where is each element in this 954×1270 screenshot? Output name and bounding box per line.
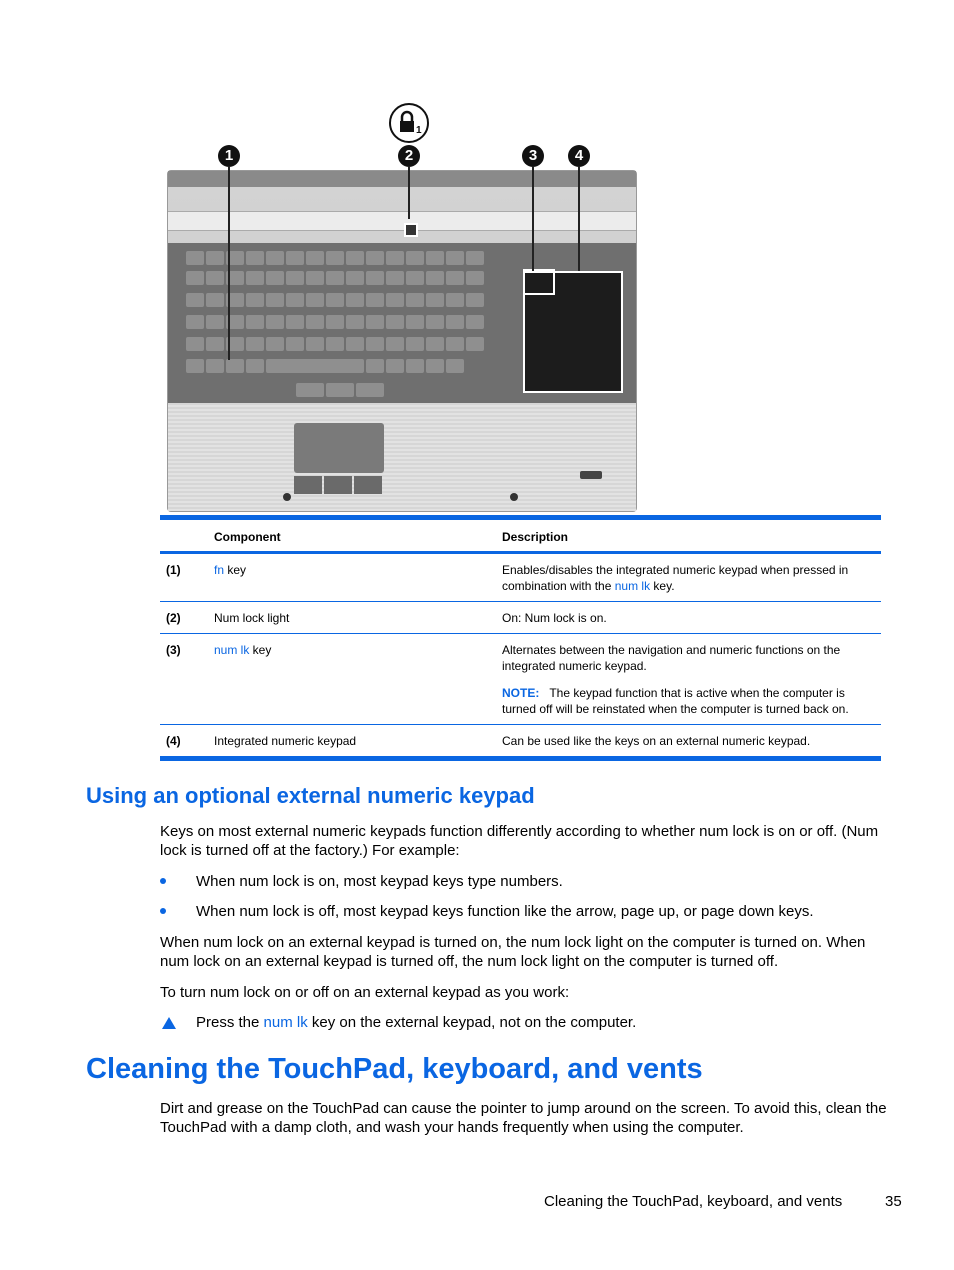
laptop-base bbox=[167, 170, 637, 512]
header-component: Component bbox=[208, 518, 496, 553]
row-number: (3) bbox=[160, 634, 208, 725]
row-description bbox=[496, 634, 881, 725]
intro-paragraph: Keys on most external numeric keypads function differently according to whether num lock is on or off. (Num lock is turned off at the factory.) For example: bbox=[160, 823, 879, 859]
leader-line-1 bbox=[228, 167, 230, 360]
row-description: Can be used like the keys on an external numeric keypad. bbox=[496, 725, 881, 759]
callout-4: 4 bbox=[568, 145, 590, 167]
note bbox=[502, 685, 875, 717]
page-number: 35 bbox=[885, 1193, 902, 1210]
row-component: Num lock light bbox=[208, 602, 496, 634]
description-suffix: key. bbox=[650, 579, 675, 593]
row-component: Integrated numeric keypad bbox=[208, 725, 496, 759]
num-lock-light-highlight bbox=[404, 223, 418, 237]
note-label: NOTE: bbox=[502, 686, 540, 700]
row-component bbox=[208, 553, 496, 602]
component-table bbox=[160, 515, 881, 761]
bullet-text: When num lock is on, most keypad keys type numbers. bbox=[196, 873, 563, 890]
chapter-heading: Cleaning the TouchPad, keyboard, and vents bbox=[86, 1053, 703, 1085]
row-number: (2) bbox=[160, 602, 208, 634]
paragraph: To turn num lock on or off on an external keypad as you work: bbox=[160, 984, 570, 1001]
left-indicator-dot bbox=[283, 493, 291, 501]
num-lk-link[interactable]: num lk bbox=[614, 579, 651, 593]
description-text: Alternates between the navigation and numeric functions on the integrated numeric keypad. bbox=[502, 643, 841, 673]
table-row bbox=[160, 553, 881, 602]
bullet-icon bbox=[160, 878, 166, 884]
footer-title: Cleaning the TouchPad, keyboard, and vents bbox=[544, 1193, 843, 1210]
fn-link[interactable]: fn bbox=[214, 563, 225, 577]
hinge bbox=[168, 171, 636, 187]
row-description bbox=[496, 553, 881, 602]
bullet-text: When num lock is off, most keypad keys function like the arrow, page up, or page down keys. bbox=[196, 903, 814, 920]
row-description: On: Num lock is on. bbox=[496, 602, 881, 634]
table-row bbox=[160, 602, 881, 634]
header-number bbox=[160, 518, 208, 553]
callout-3: 3 bbox=[522, 145, 544, 167]
leader-line-2 bbox=[408, 167, 410, 219]
leader-line-3 bbox=[532, 167, 534, 271]
list-item bbox=[160, 872, 890, 892]
row-number: (1) bbox=[160, 553, 208, 602]
step-prefix: Press the bbox=[196, 1014, 264, 1031]
description-text: Enables/disables the integrated numeric keypad when pressed in combination with the bbox=[502, 563, 849, 593]
num-lk-key-highlight bbox=[523, 269, 555, 295]
fingerprint-reader bbox=[580, 471, 602, 479]
table-row bbox=[160, 634, 881, 725]
header-description: Description bbox=[496, 518, 881, 553]
component-suffix: key bbox=[249, 643, 272, 657]
paragraph: When num lock on an external keypad is turned on, the num lock light on the computer is turned on. When num lock on an external keypad is turned off, the num lock light on the computer is turned off. bbox=[160, 934, 866, 970]
leader-line-4 bbox=[578, 167, 580, 271]
callout-1: 1 bbox=[218, 145, 240, 167]
num-lk-link[interactable]: num lk bbox=[214, 643, 250, 657]
right-indicator-dot bbox=[510, 493, 518, 501]
keyboard-illustration bbox=[150, 95, 650, 515]
paragraph: Dirt and grease on the TouchPad can cause the pointer to jump around on the screen. To avoid this, clean the TouchPad with a damp cloth, and wash your hands frequently when using the computer. bbox=[160, 1100, 887, 1136]
note-text: The keypad function that is active when the computer is turned off will be reinstated when the computer is turned back on. bbox=[502, 686, 849, 716]
step-text bbox=[196, 1013, 636, 1032]
table-header-row bbox=[160, 518, 881, 553]
table-row bbox=[160, 725, 881, 759]
row-component bbox=[208, 634, 496, 725]
section-heading: Using an optional external numeric keypad bbox=[86, 783, 535, 808]
bullet-icon bbox=[160, 908, 166, 914]
callout-2: 2 bbox=[398, 145, 420, 167]
step-item bbox=[160, 1013, 890, 1033]
step-triangle-icon bbox=[162, 1017, 176, 1029]
row-number: (4) bbox=[160, 725, 208, 759]
touchpad-buttons bbox=[294, 476, 384, 494]
list-item bbox=[160, 902, 890, 922]
component-suffix: key bbox=[224, 563, 247, 577]
touchpad bbox=[294, 423, 384, 473]
num-lk-link[interactable]: num lk bbox=[263, 1014, 308, 1031]
step-suffix: key on the external keypad, not on the computer. bbox=[307, 1014, 637, 1031]
palm-rest bbox=[168, 403, 636, 511]
button-strip bbox=[168, 211, 636, 231]
svg-text:1: 1 bbox=[416, 125, 422, 136]
num-lock-icon bbox=[389, 103, 429, 143]
